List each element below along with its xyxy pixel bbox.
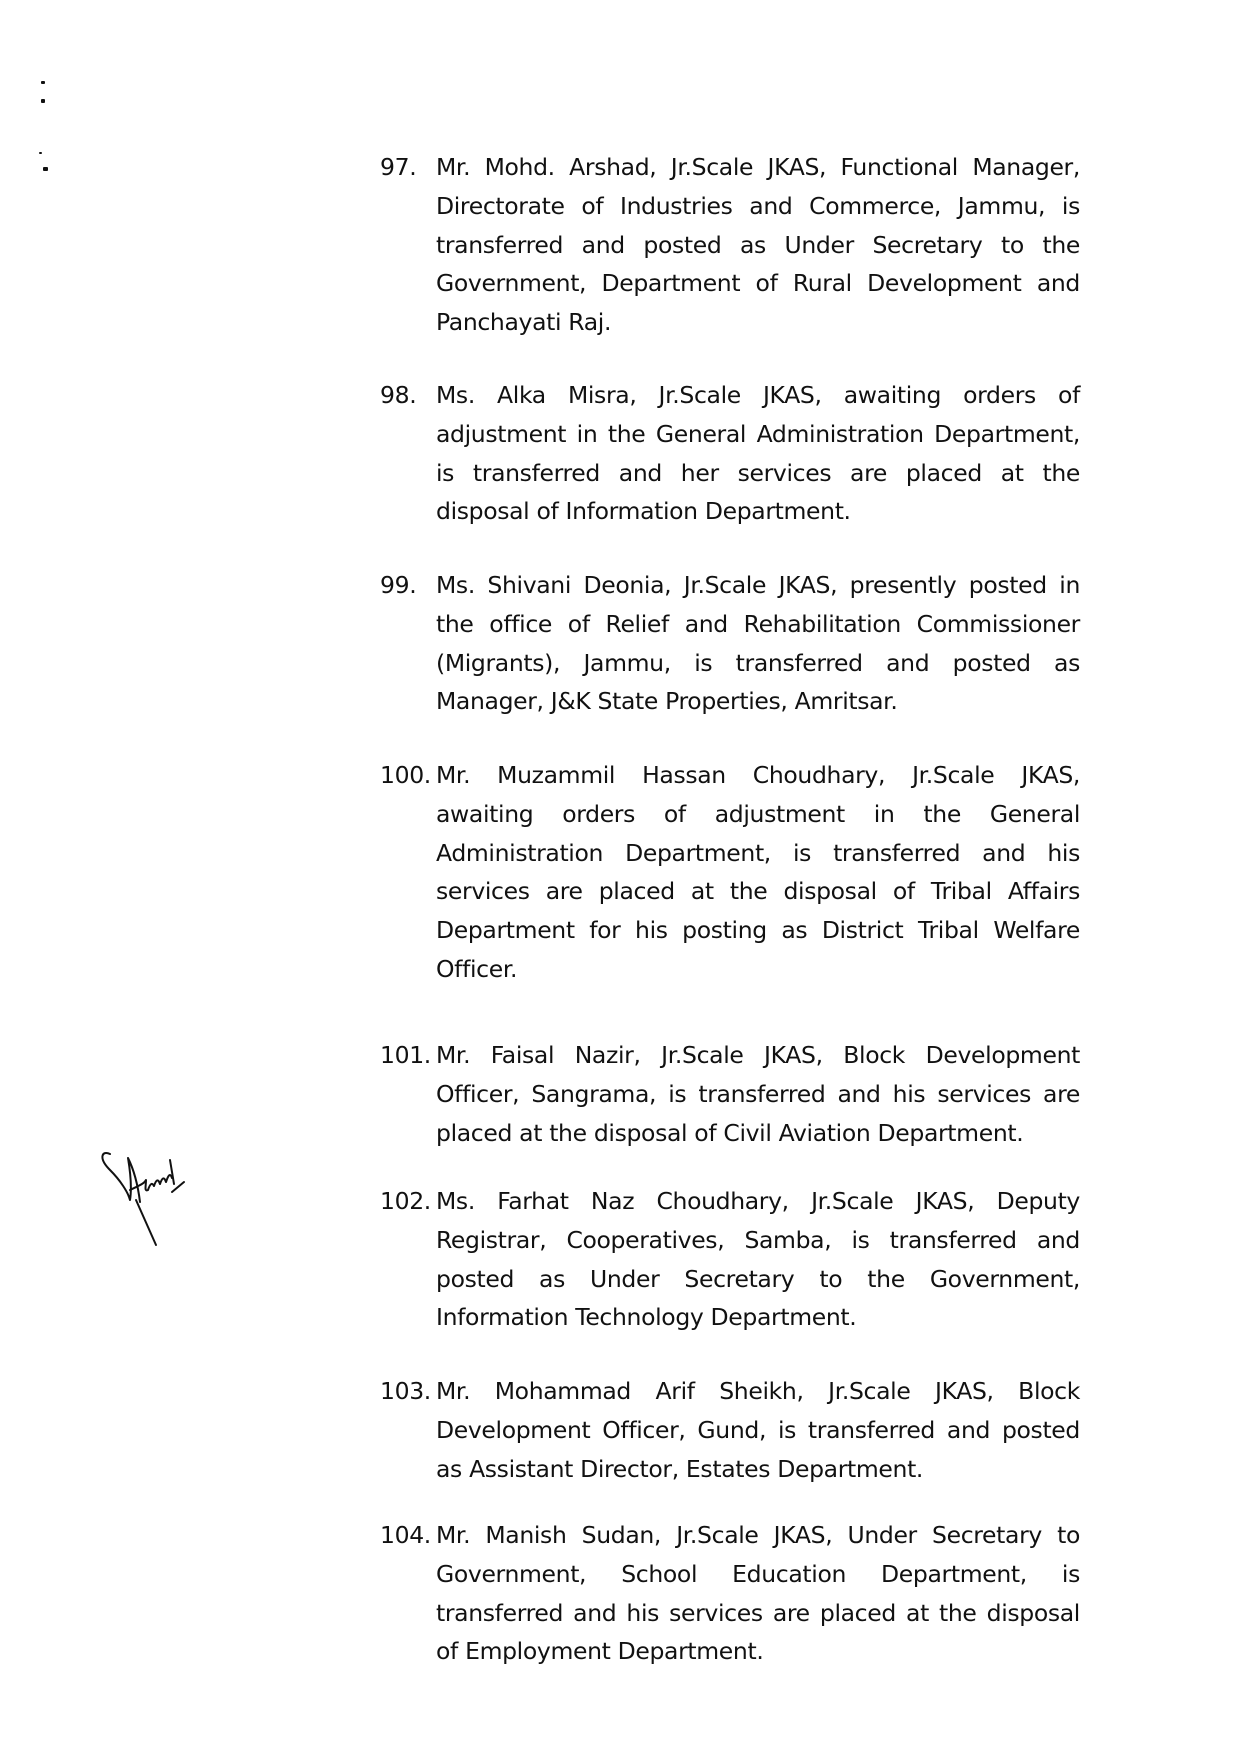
order-item-97	[380, 148, 1080, 342]
order-text: Mr. Manish Sudan, Jr.Scale JKAS, Under Secretary to Government, School Education Department, is transferred and his services are placed at the disposal of Employment Department.	[436, 1521, 1080, 1666]
order-text: Mr. Faisal Nazir, Jr.Scale JKAS, Block Development Officer, Sangrama, is transferred and his services are placed at the disposal of Civil Aviation Department.	[436, 1041, 1080, 1147]
order-item-102	[380, 1182, 1080, 1337]
margin-mark	[39, 152, 42, 154]
order-item-103	[380, 1372, 1080, 1488]
margin-mark	[41, 81, 45, 84]
margin-mark	[43, 167, 48, 171]
order-item-99	[380, 566, 1080, 721]
order-text: Ms. Alka Misra, Jr.Scale JKAS, awaiting orders of adjustment in the General Administration Department, is transferred and her services are placed at the disposal of Information Department.	[436, 381, 1080, 526]
order-number: 103.	[380, 1377, 431, 1405]
order-number: 100.	[380, 761, 431, 789]
order-text: Mr. Mohd. Arshad, Jr.Scale JKAS, Functional Manager, Directorate of Industries and Commerce, Jammu, is transferred and posted as Under Secretary to the Government, Department of Rural Development and Panchayati Raj.	[436, 153, 1080, 337]
order-number: 98.	[380, 381, 417, 409]
order-number: 99.	[380, 571, 417, 599]
order-number: 97.	[380, 153, 417, 181]
order-text: Ms. Shivani Deonia, Jr.Scale JKAS, presently posted in the office of Relief and Rehabilitation Commissioner (Migrants), Jammu, is transferred and posted as Manager, J&K State Properties, Amritsar.	[436, 571, 1080, 716]
order-text: Ms. Farhat Naz Choudhary, Jr.Scale JKAS, Deputy Registrar, Cooperatives, Samba, is transferred and posted as Under Secretary to the Government, Information Technology Department.	[436, 1187, 1080, 1332]
margin-mark	[41, 99, 45, 103]
order-item-100	[380, 756, 1080, 989]
order-number: 104.	[380, 1521, 431, 1549]
order-number: 101.	[380, 1041, 431, 1069]
order-number: 102.	[380, 1187, 431, 1215]
order-item-101	[380, 1036, 1080, 1152]
order-item-104	[380, 1516, 1080, 1671]
order-text: Mr. Muzammil Hassan Choudhary, Jr.Scale JKAS, awaiting orders of adjustment in the General Administration Department, is transferred and his services are placed at the disposal of Tribal Affairs Department for his posting as District Tribal Welfare Officer.	[436, 761, 1080, 983]
order-text: Mr. Mohammad Arif Sheikh, Jr.Scale JKAS, Block Development Officer, Gund, is transferred and posted as Assistant Director, Estates Department.	[436, 1377, 1080, 1483]
signature-icon	[90, 1140, 210, 1250]
order-item-98	[380, 376, 1080, 531]
